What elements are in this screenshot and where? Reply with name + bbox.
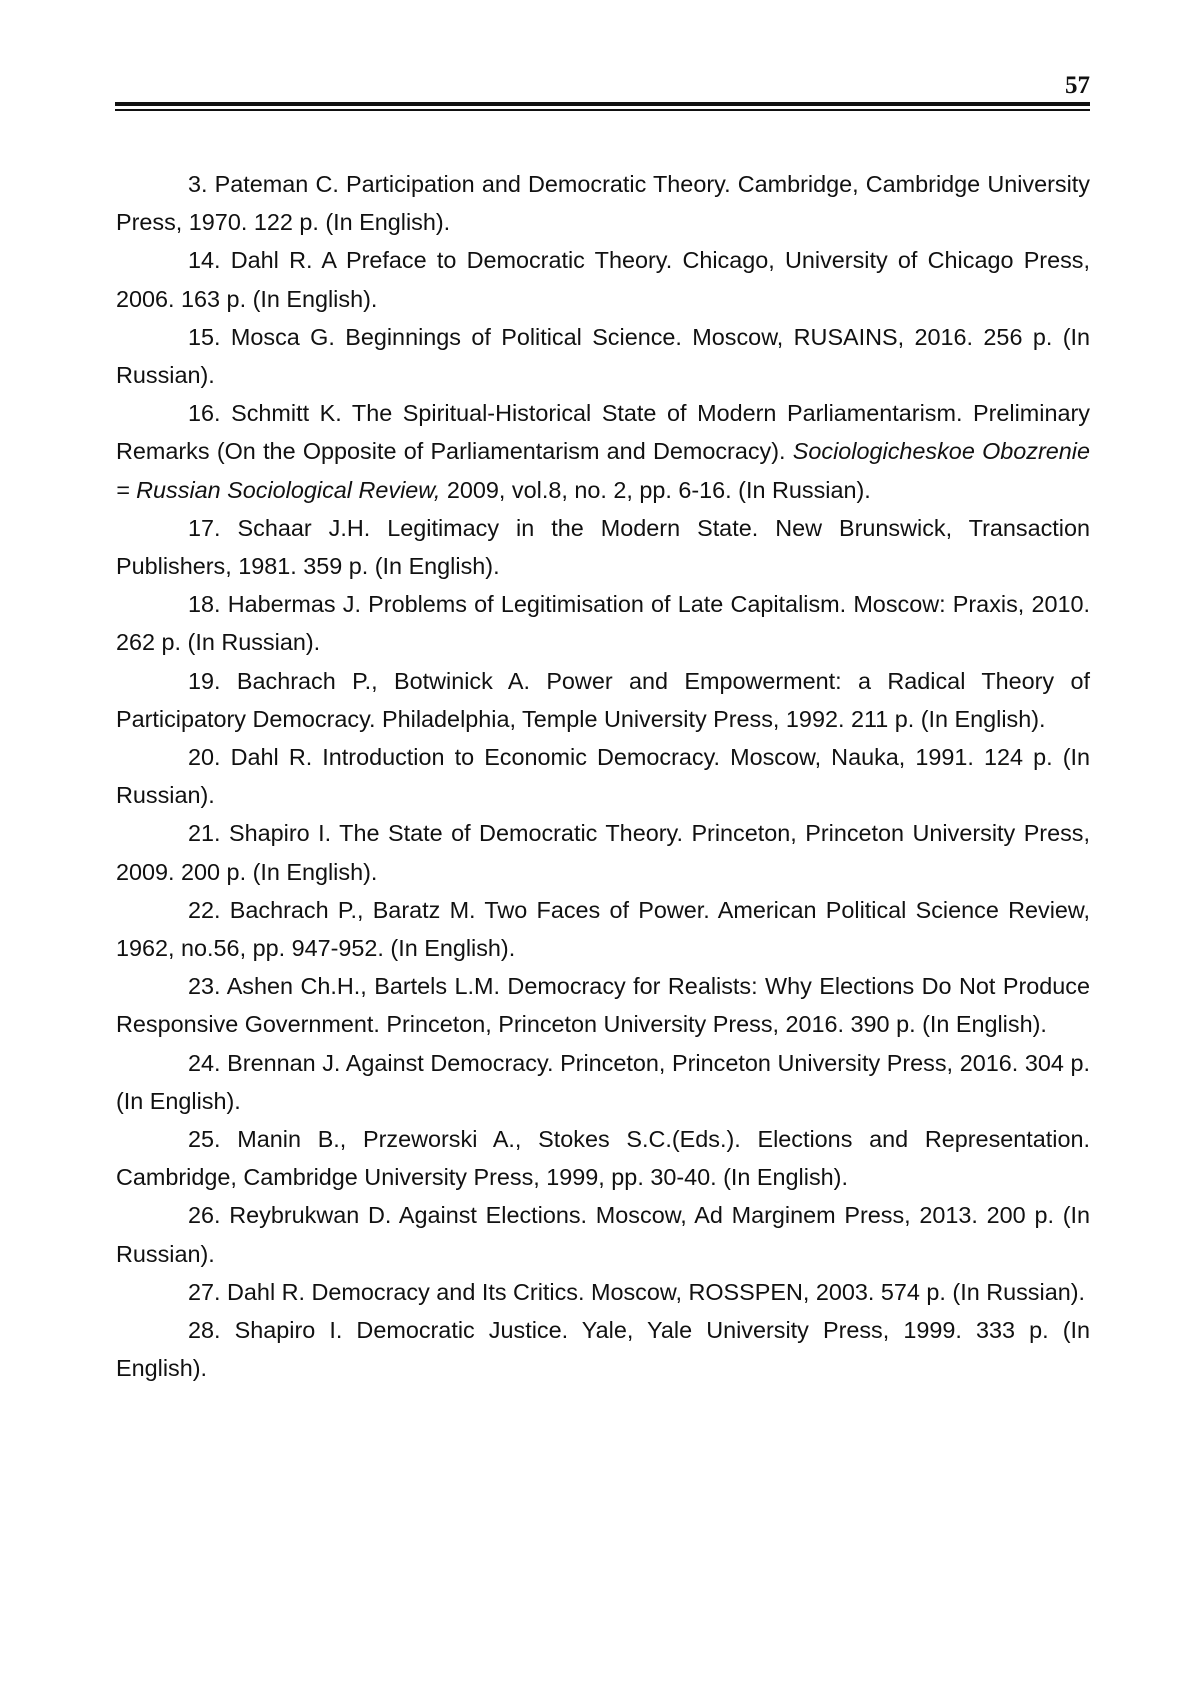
reference-text: Dahl R. A Preface to Democratic Theory. Chicago, University of Chicago Press, 2006. 163 p. (In English).: [116, 247, 1090, 312]
reference-number: 21.: [188, 820, 221, 847]
reference-text: Shapiro I. Democratic Justice. Yale, Yale University Press, 1999. 333 p. (In English).: [116, 1317, 1090, 1382]
reference-item: [116, 318, 1090, 394]
reference-number: 14.: [188, 247, 221, 274]
reference-item: [116, 165, 1090, 241]
reference-text: Schaar J.H. Legitimacy in the Modern State. New Brunswick, Transaction Publishers, 1981. 359 p. (In English).: [116, 514, 1090, 580]
reference-list: [116, 165, 1090, 1388]
reference-number: 19.: [188, 667, 221, 694]
reference-number: 25.: [188, 1126, 221, 1153]
reference-item: [116, 891, 1090, 967]
reference-text: Shapiro I. The State of Democratic Theory. Princeton, Princeton University Press, 2009. 200 p. (In English).: [116, 820, 1090, 885]
page-number: 57: [1065, 72, 1090, 99]
reference-item: [116, 1120, 1090, 1196]
reference-item: [116, 1044, 1090, 1120]
reference-item: [116, 967, 1090, 1043]
reference-text: Bachrach P., Baratz M. Two Faces of Power. American Political Science Review, 1962, no.56, pp. 947-952. (In English).: [116, 896, 1091, 962]
reference-item: [116, 585, 1090, 661]
reference-number: 18.: [188, 591, 221, 618]
reference-text: Ashen Ch.H., Bartels L.M. Democracy for Realists: Why Elections Do Not Produce Responsive Government. Princeton, Princeton University Press, 2016. 390 p. (In English).: [116, 973, 1090, 1038]
reference-number: 16.: [188, 400, 221, 427]
reference-text: Pateman C. Participation and Democratic Theory. Cambridge, Cambridge University Press, 1970. 122 p. (In English).: [116, 171, 1090, 236]
reference-text: Bachrach P., Botwinick A. Power and Empowerment: a Radical Theory of Participatory Democracy. Philadelphia, Temple University Press, 1992. 211 p. (In English).: [116, 667, 1090, 732]
reference-text: Dahl R. Introduction to Economic Democracy. Moscow, Nauka, 1991. 124 p. (In Russian).: [116, 744, 1090, 809]
reference-text: Manin B., Przeworski A., Stokes S.C.(Eds.). Elections and Representation. Cambridge, Cambridge University Press, 1999, pp. 30-40. (In English).: [116, 1126, 1091, 1191]
reference-number: 15.: [188, 323, 221, 350]
reference-text: Dahl R. Democracy and Its Critics. Moscow, ROSSPEN, 2003. 574 p. (In Russian).: [227, 1278, 1086, 1305]
reference-item: [116, 1311, 1090, 1387]
reference-text: Schmitt K. The Spiritual-Historical State of Modern Parliamentarism. Preliminary Remarks (On the Opposite of Parliamentarism and Democracy).: [116, 400, 1090, 465]
header-rule-thick: [115, 102, 1090, 106]
header-rule-thin: [115, 109, 1090, 111]
reference-number: 17.: [188, 514, 221, 541]
reference-text: Reybrukwan D. Against Elections. Moscow, Ad Marginem Press, 2013. 200 p. (In Russian).: [116, 1202, 1090, 1267]
reference-text: Mosca G. Beginnings of Political Science. Moscow, RUSAINS, 2016. 256 p. (In Russian).: [116, 323, 1090, 389]
reference-number: 20.: [188, 744, 221, 771]
reference-number: 27.: [188, 1278, 221, 1305]
reference-item: [116, 738, 1090, 814]
reference-text: Brennan J. Against Democracy. Princeton, Princeton University Press, 2016. 304 p. (In English).: [116, 1049, 1091, 1114]
reference-number: 23.: [188, 973, 221, 1000]
reference-text: Habermas J. Problems of Legitimisation of Late Capitalism. Moscow: Praxis, 2010. 262 p. (In Russian).: [116, 591, 1090, 656]
reference-journal-title: Sociologicheskoe Obozrenie = Russian Sociological Review,: [116, 438, 1090, 503]
reference-item: [116, 662, 1090, 738]
reference-item: [116, 241, 1090, 317]
reference-item: [116, 1273, 1090, 1311]
reference-item: [116, 394, 1090, 509]
reference-number: 24.: [188, 1049, 221, 1076]
reference-number: 3.: [188, 171, 208, 197]
reference-item: [116, 509, 1090, 585]
reference-item: [116, 1196, 1090, 1272]
reference-item: [116, 814, 1090, 890]
reference-text-after: 2009, vol.8, no. 2, pp. 6-16. (In Russian).: [440, 476, 871, 503]
reference-number: 26.: [188, 1202, 221, 1229]
reference-number: 28.: [188, 1317, 221, 1344]
reference-number: 22.: [188, 896, 221, 923]
